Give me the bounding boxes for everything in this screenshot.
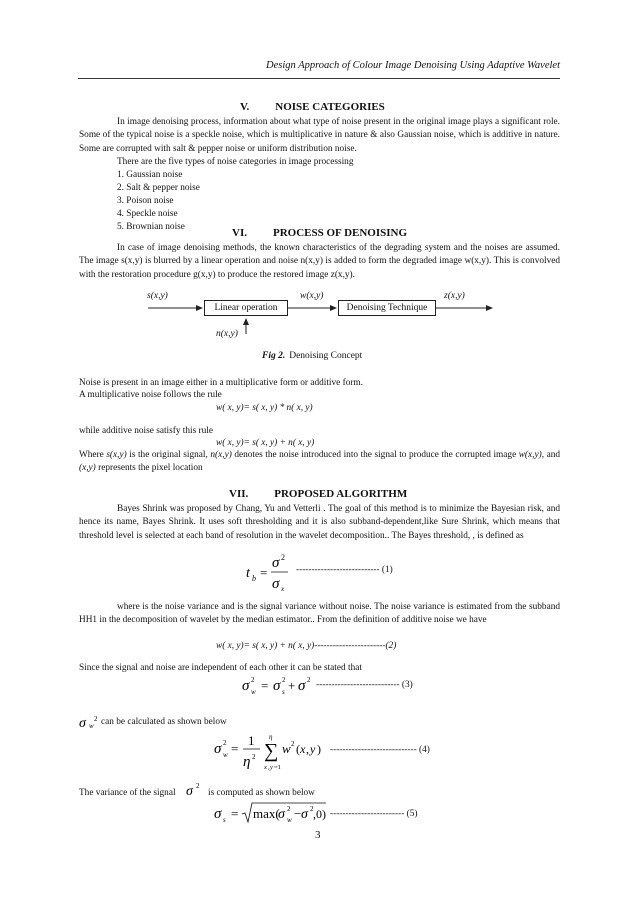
equation-3-svg — [240, 674, 314, 696]
svg-text:,: , — [306, 742, 309, 756]
svg-text:x: x — [300, 742, 306, 756]
svg-text:2: 2 — [251, 676, 255, 684]
figure-caption — [262, 351, 362, 361]
svg-text:σ: σ — [186, 784, 193, 799]
noise-list-item: 4. Speckle noise — [117, 209, 178, 219]
sigma-w-svg — [79, 714, 99, 732]
svg-text:(: ( — [296, 742, 300, 756]
figure-caption-text: Denoising Concept — [289, 351, 363, 361]
svg-text:w: w — [251, 688, 256, 696]
svg-text:σ: σ — [214, 741, 222, 757]
header-rule — [78, 78, 560, 79]
svg-text:w: w — [223, 751, 228, 759]
section-vii-paragraph1: Bayes Shrink was proposed by Chang, Yu and Vetterli . The goal of this method is to minimize the Bayesian risk, and hence its name, Bayes Shrink. It uses soft thresholding and it is also subband-dependent,like Sure Shrink, which means that threshold level is selected at each band of resolution in the wavelet decomposition.. The Bayes threshold, , is defined as — [79, 504, 560, 541]
equation-4-formula — [212, 729, 328, 773]
where-pre: Where — [79, 450, 104, 460]
svg-text:σ: σ — [272, 576, 280, 592]
svg-text:2: 2 — [223, 739, 227, 747]
multiplicative-noise-equation: w( x, y)= s( x, y) * n( x, y) — [216, 403, 313, 413]
equation-2: w( x, y)= s( x, y) + n( x, y)-----------------------(2) — [216, 641, 397, 651]
section-vii-paragraph5-tail: is computed as shown below — [208, 788, 315, 798]
svg-text:σ: σ — [242, 678, 250, 694]
denoising-technique-block: Denoising Technique — [338, 300, 436, 316]
section-vii-title: PROPOSED ALGORITHM — [274, 488, 408, 500]
svg-text:2: 2 — [252, 753, 256, 761]
svg-text:max(: max( — [253, 806, 280, 821]
noise-list-item: 2. Salt & pepper noise — [117, 183, 200, 193]
noise-forms-line1: Noise is present in an image either in a multiplicative form or additive form. — [79, 378, 363, 388]
svg-text:σ: σ — [272, 555, 280, 571]
svg-text:b: b — [252, 574, 256, 583]
where-and: , and — [541, 450, 560, 460]
equation-3-label: --------------------------- (3) — [316, 680, 413, 690]
section-vii-number: VII. — [229, 488, 249, 500]
svg-text:σ: σ — [301, 807, 308, 822]
svg-text:w: w — [287, 816, 292, 824]
where-w: w(x,y) — [518, 450, 542, 460]
svg-text:σ: σ — [298, 678, 306, 694]
noise-forms-line2: A multiplicative noise follows the rule — [79, 390, 222, 400]
svg-text:s: s — [282, 688, 285, 696]
signal-z-label: z(x,y) — [444, 291, 465, 301]
noise-list-item: 1. Gaussian noise — [117, 170, 183, 180]
section-vi-title: PROCESS OF DENOISING — [272, 227, 408, 239]
svg-text:=: = — [231, 806, 239, 821]
svg-text:2: 2 — [282, 676, 286, 684]
sigma-squared-symbol — [186, 781, 206, 799]
section-vi-heading — [232, 227, 407, 239]
noise-list-item: 3. Poison noise — [117, 196, 174, 206]
where-n: n(x,y) — [210, 450, 232, 460]
running-head: Design Approach of Colour Image Denoising Using Adaptive Wavelet — [266, 60, 560, 71]
section-vii-paragraph3: Since the signal and noise are independent of each other it can be stated that — [79, 663, 362, 673]
svg-text:η: η — [269, 733, 273, 741]
svg-text:w: w — [89, 722, 94, 730]
svg-text:s: s — [223, 816, 226, 824]
denoising-diagram — [140, 290, 500, 350]
equation-5-label: ------------------------ (5) — [330, 809, 418, 819]
noise-list-item: 5. Brownian noise — [117, 222, 185, 232]
svg-text:2: 2 — [291, 740, 295, 748]
svg-text:σ: σ — [214, 806, 222, 822]
svg-text:): ) — [317, 742, 321, 756]
where-rest: denotes the noise introduced into the signal to produce the corrupted image — [234, 450, 517, 460]
section-vi-paragraph: In case of image denoising methods, the known characteristics of the degrading system and the noises are assumed. The image s(x,y) is blurred by a linear operation and noise n(x,y) is added to form the degraded image w(x,y). This is convolved with the restoration procedure g(x,y) to produce the restored image z(x,y). — [79, 243, 560, 280]
figure-number: Fig 2. — [262, 351, 286, 361]
svg-text:+: + — [288, 678, 296, 693]
noise-n-label: n(x,y) — [216, 329, 238, 339]
svg-text:t: t — [246, 566, 250, 581]
svg-text:−: − — [294, 806, 302, 821]
section-vi-number: VI. — [232, 227, 247, 239]
svg-text:∑: ∑ — [264, 740, 279, 762]
equation-4-svg — [212, 729, 328, 773]
equation-3-formula — [240, 674, 314, 696]
additive-noise-equation: w( x, y)= s( x, y) + n( x, y) — [216, 438, 315, 448]
section-v-intro: There are the five types of noise categories in image processing — [117, 157, 354, 167]
section-vii-paragraph2: where is the noise variance and is the signal variance without noise. The noise variance is estimated from the subband HH1 in the decomposition of wavelet by the median estimator.. From the definition of additive noise we have — [79, 602, 560, 626]
page-number: 3 — [315, 829, 321, 841]
sigma-squared-svg — [186, 781, 206, 799]
svg-text:=1: =1 — [274, 764, 281, 771]
signal-s-label: s(x,y) — [147, 291, 168, 301]
section-v-title: NOISE CATEGORIES — [275, 101, 385, 113]
svg-text:2: 2 — [310, 805, 314, 813]
where-mid: is the original signal, — [129, 450, 208, 460]
linear-operation-block: Linear operation — [204, 300, 288, 316]
equation-5-formula — [212, 800, 328, 826]
section-v-number: V. — [240, 101, 250, 113]
svg-text:2: 2 — [94, 715, 98, 723]
svg-text:x: x — [264, 764, 267, 771]
svg-text:2: 2 — [281, 553, 285, 562]
svg-text:w: w — [282, 741, 291, 756]
svg-text:=: = — [231, 741, 239, 756]
svg-text:η: η — [243, 754, 251, 770]
svg-text:,: , — [268, 764, 270, 771]
svg-text:=: = — [260, 565, 268, 580]
where-paragraph — [79, 449, 560, 476]
section-vii-paragraph4: can be calculated as shown below — [101, 717, 227, 727]
svg-text:x: x — [281, 585, 285, 592]
section-v-paragraph: In image denoising process, information about what type of noise present in the original image plays a significant role. Some of the typical noise is a speckle noise, which is multiplicative in nature & also Gaussian noise, which is additive in nature. Some are corrupted with salt & pepper noise or uniform distribution noise. — [79, 117, 560, 154]
svg-text:σ: σ — [278, 807, 285, 822]
svg-text:y: y — [310, 742, 316, 756]
where-xy: (x,y) — [79, 463, 96, 474]
svg-text:σ: σ — [273, 678, 281, 694]
section-vii-paragraph5: The variance of the signal — [79, 788, 176, 798]
signal-w-label: w(x,y) — [300, 291, 324, 301]
section-vii-heading — [229, 488, 407, 500]
svg-text:2: 2 — [287, 805, 291, 813]
svg-text:σ: σ — [79, 716, 86, 731]
equation-1-label: --------------------------- (1) — [296, 565, 393, 575]
sigma-w-squared-symbol — [79, 714, 99, 732]
section-v-heading — [240, 101, 385, 113]
equation-1-formula — [240, 552, 290, 592]
noise-forms-line3: while additive noise satisfy this rule — [79, 426, 214, 436]
where-s: s(x,y) — [106, 450, 127, 460]
svg-text:=: = — [261, 678, 269, 693]
svg-text:2: 2 — [307, 676, 311, 684]
svg-text:2: 2 — [196, 782, 200, 790]
svg-text:,0): ,0) — [313, 807, 326, 821]
equation-4-label: ---------------------------- (4) — [330, 745, 430, 755]
svg-text:1: 1 — [248, 733, 255, 748]
equation-1-svg — [240, 552, 290, 592]
svg-text:y: y — [270, 764, 273, 771]
where-end: represents the pixel location — [98, 463, 203, 474]
equation-5-svg — [212, 800, 328, 826]
